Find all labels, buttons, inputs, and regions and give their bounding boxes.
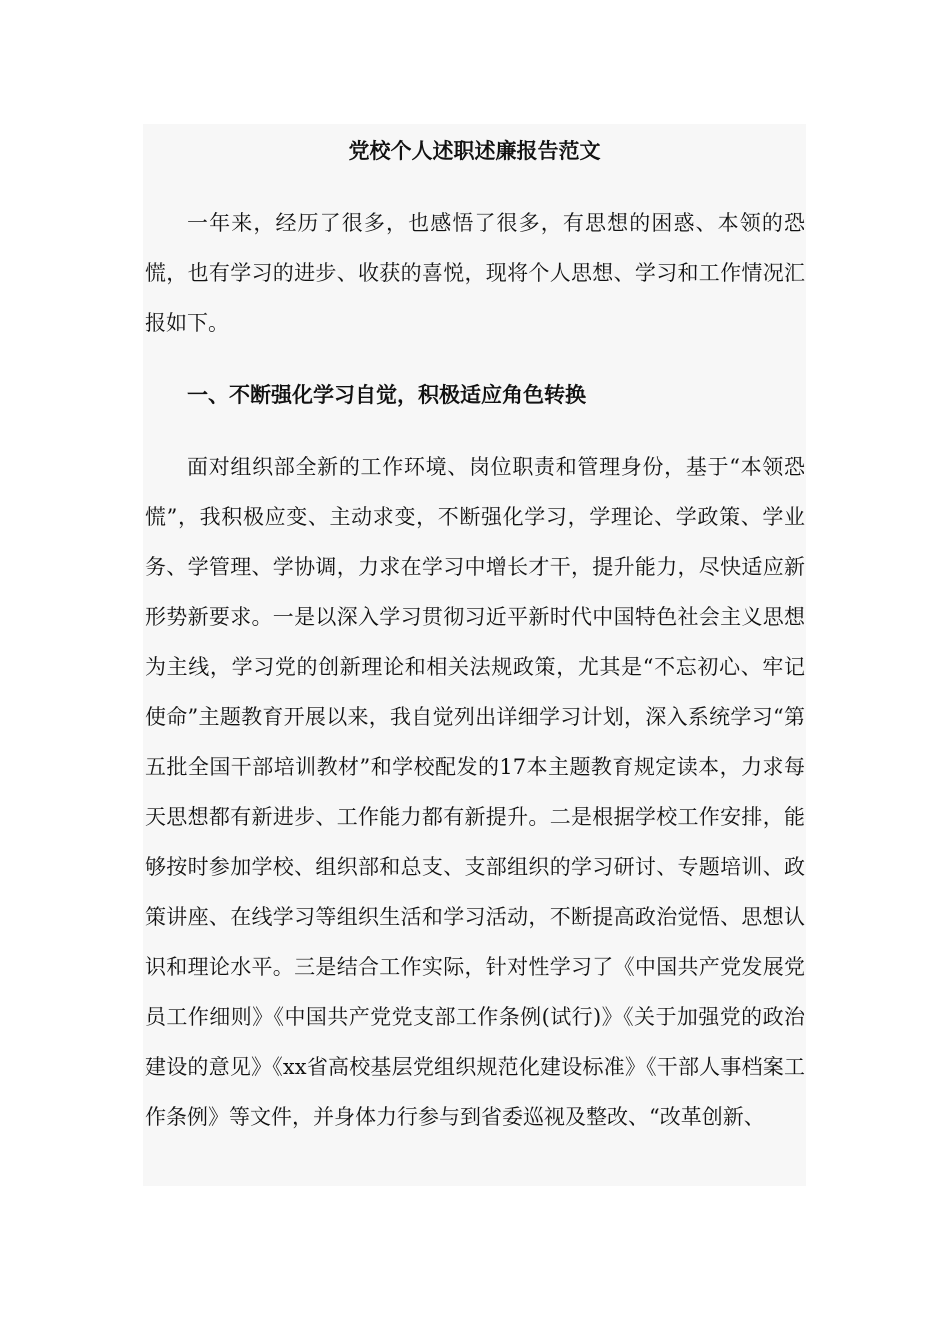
- intro-paragraph: 一年来，经历了很多，也感悟了很多，有思想的困惑、本领的恐慌，也有学习的进步、收获的喜悦，现将个人思想、学习和工作情况汇报如下。: [145, 211, 805, 335]
- document-text-block: [143, 124, 806, 1186]
- section-body-paragraph: 面对组织部全新的工作环境、岗位职责和管理身份，基于“本领恐慌”，我积极应变、主动求变，不断强化学习，学理论、学政策、学业务、学管理、学协调，力求在学习中增长才干，提升能力，尽快适应新形势新要求。一是以深入学习贯彻习近平新时代中国特色社会主义思想为主线，学习党的创新理论和相关法规政策，尤其是“不忘初心、牢记使命”主题教育开展以来，我自觉列出详细学习计划，深入系统学习“第五批全国干部培训教材”和学校配发的17本主题教育规定读本，力求每天思想都有新进步、工作能力都有新提升。二是根据学校工作安排，能够按时参加学校、组织部和总支、支部组织的学习研讨、专题培训、政策讲座、在线学习等组织生活和学习活动，不断提高政治觉悟、思想认识和理论水平。三是结合工作实际，针对性学习了《中国共产党发展党员工作细则》《中国共产党党支部工作条例(试行)》《关于加强党的政治建设的意见》《xx省高校基层党组织规范化建设标准》《干部人事档案工作条例》等文件，并身体力行参与到省委巡视及整改、“改革创新、: [145, 455, 805, 1129]
- document-title: 党校个人述职述廉报告范文: [348, 138, 601, 163]
- section-heading: 一、不断强化学习自觉，积极适应角色转换: [187, 382, 586, 407]
